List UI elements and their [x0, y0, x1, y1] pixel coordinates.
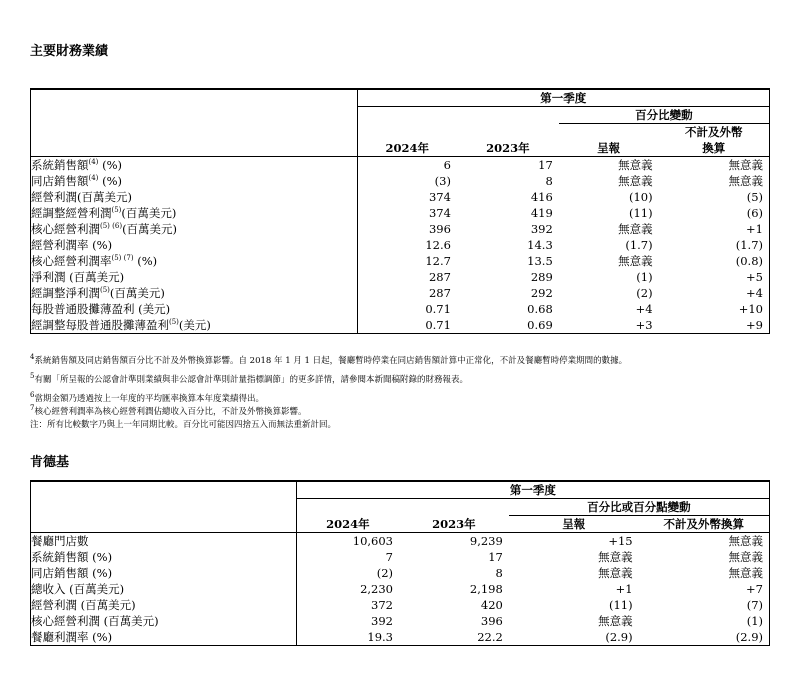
value-reported: 無意義	[618, 174, 653, 188]
value-2023: 9,239	[469, 534, 503, 548]
row-label: 同店銷售額 (%)	[31, 565, 297, 581]
table-row	[31, 565, 770, 581]
table-row	[31, 549, 770, 565]
header-2023: 2023年	[457, 140, 559, 157]
footnote: $^6$當期金額乃透過按上一年度的平均匯率換算本年度業績得出。	[30, 391, 264, 404]
table-row	[31, 301, 770, 317]
value-reported: +3	[559, 317, 659, 334]
value-fx: 無意義	[639, 549, 770, 565]
value-2023: 17	[488, 550, 503, 564]
table-row	[31, 285, 770, 301]
kfc-header-period: 第一季度	[296, 481, 769, 499]
row-label: 經營利潤 (百萬美元)	[31, 597, 297, 613]
table-row	[31, 189, 770, 205]
value-2024: 2,230	[296, 581, 399, 597]
value-reported: +4	[635, 302, 653, 316]
value-reported: (2)	[636, 286, 653, 300]
header-fx-line1: 不計及外幣	[659, 124, 770, 141]
value-2023: 416	[530, 190, 553, 204]
value-2023: 420	[480, 598, 503, 612]
value-reported: 無意義	[618, 222, 653, 236]
header-2024: 2024年	[357, 140, 457, 157]
value-reported: 無意義	[598, 614, 633, 628]
value-fx: +4	[659, 285, 770, 301]
value-2023: 419	[530, 206, 553, 220]
table-row	[31, 533, 770, 550]
value-2024: 10,603	[296, 533, 399, 550]
section-title-kfc: 肯德基	[30, 455, 70, 470]
header-pct-change: 百分比變動	[559, 107, 770, 124]
value-reported: (2.9)	[509, 629, 639, 646]
header-period: 第一季度	[357, 89, 769, 107]
row-label: 核心經營利潤 (百萬美元)	[31, 613, 297, 629]
value-fx: (6)	[659, 205, 770, 221]
value-2023: 22.2	[399, 629, 509, 646]
value-reported: (1.7)	[625, 238, 653, 252]
kfc-header-2023: 2023年	[399, 516, 509, 533]
value-fx: (1)	[639, 613, 770, 629]
row-label: 同店銷售額$^{(4)}$ (%)	[31, 173, 358, 189]
value-2023: 292	[530, 286, 553, 300]
value-2023: 0.69	[457, 317, 559, 334]
value-reported: 無意義	[598, 566, 633, 580]
footnote: $^7$核心經營利潤率為核心經營利潤佔總收入百分比，不計及外幣換算影響。	[30, 404, 307, 417]
table-row	[31, 253, 770, 269]
value-fx: 無意義	[659, 173, 770, 189]
value-reported: 無意義	[598, 550, 633, 564]
kfc-header-fx: 不計及外幣換算	[639, 516, 770, 533]
row-label: 總收入 (百萬美元)	[31, 581, 297, 597]
value-fx: 無意義	[639, 533, 770, 550]
value-fx: (1.7)	[659, 237, 770, 253]
footnote: 注：所有比較數字乃與上一年同期比較。百分比可能因四捨五入而無法重新計回。	[30, 420, 337, 430]
table-row	[31, 317, 770, 334]
value-2024: 374	[357, 205, 457, 221]
table-row	[31, 221, 770, 237]
table-row	[31, 581, 770, 597]
table-row	[31, 613, 770, 629]
table-row	[31, 269, 770, 285]
value-fx: +10	[659, 301, 770, 317]
table-row	[31, 629, 770, 646]
value-fx: +5	[659, 269, 770, 285]
value-fx: 無意義	[639, 565, 770, 581]
row-label: 核心經營利潤$^{(5) (6)}$(百萬美元)	[31, 221, 358, 237]
value-2024: 6	[357, 157, 457, 174]
value-2023: 13.5	[527, 254, 553, 268]
value-reported: 無意義	[618, 158, 653, 172]
value-2024: 392	[296, 613, 399, 629]
row-label: 經調整每股普通股攤薄盈利$^{(5)}$(美元)	[31, 317, 358, 334]
kfc-table	[30, 480, 770, 646]
value-2024: 12.6	[357, 237, 457, 253]
value-reported: (10)	[628, 190, 653, 204]
table-row	[31, 237, 770, 253]
value-reported: (11)	[628, 206, 653, 220]
kfc-header-reported: 呈報	[509, 516, 639, 533]
footnotes	[30, 355, 770, 432]
row-label: 經營利潤(百萬美元)	[31, 189, 358, 205]
value-2024: 396	[357, 221, 457, 237]
value-2023: 289	[530, 270, 553, 284]
value-2023: 14.3	[527, 238, 553, 252]
row-label: 經營利潤率 (%)	[31, 237, 358, 253]
value-fx: (5)	[659, 189, 770, 205]
value-fx: +9	[659, 317, 770, 334]
header-reported: 呈報	[559, 140, 659, 157]
row-label: 經調整經營利潤$^{(5)}$(百萬美元)	[31, 205, 358, 221]
header-fx-line2: 換算	[659, 140, 770, 157]
value-reported: (11)	[608, 598, 633, 612]
value-reported: (1)	[636, 270, 653, 284]
table-row	[31, 205, 770, 221]
value-2024: 7	[296, 549, 399, 565]
kfc-header-pct-change: 百分比或百分點變動	[509, 499, 770, 516]
value-fx: (0.8)	[659, 253, 770, 269]
value-reported: 無意義	[618, 254, 653, 268]
value-2024: (2)	[296, 565, 399, 581]
row-label: 每股普通股攤薄盈利 (美元)	[31, 301, 358, 317]
value-2024: 12.7	[357, 253, 457, 269]
value-2023: 396	[480, 614, 503, 628]
value-2023: 8	[545, 174, 553, 188]
key-results-table	[30, 88, 770, 334]
value-2023: 2,198	[469, 582, 503, 596]
value-2024: (3)	[357, 173, 457, 189]
row-label: 餐廳門店數	[31, 533, 297, 550]
row-label: 核心經營利潤率$^{(5) (7)}$ (%)	[31, 253, 358, 269]
value-fx: +7	[639, 581, 770, 597]
table-row	[31, 173, 770, 189]
value-2024: 372	[296, 597, 399, 613]
kfc-header-2024: 2024年	[296, 516, 399, 533]
value-fx: 無意義	[659, 157, 770, 174]
row-label: 餐廳利潤率 (%)	[31, 629, 297, 646]
value-reported: +1	[615, 582, 633, 596]
value-2024: 374	[357, 189, 457, 205]
row-label: 經調整淨利潤$^{(5)}$(百萬美元)	[31, 285, 358, 301]
value-2023: 8	[495, 566, 503, 580]
value-2024: 287	[357, 269, 457, 285]
value-fx: (7)	[639, 597, 770, 613]
footnote: $^4$系統銷售額及同店銷售額百分比不計及外幣換算影響。自 2018 年 1 月 1 日起，餐廳暫時停業在同店銷售額計算中正常化，不計及餐廳暫時停業期間的數據。	[30, 353, 628, 366]
row-label: 系統銷售額$^{(4)}$ (%)	[31, 157, 358, 174]
row-label: 系統銷售額 (%)	[31, 549, 297, 565]
value-2024: 287	[357, 285, 457, 301]
table-row	[31, 597, 770, 613]
value-fx: (2.9)	[639, 629, 770, 646]
value-2023: 0.68	[527, 302, 553, 316]
footnote: $^5$有關「所呈報的公認會計準則業績與非公認會計準則計量指標調節」的更多詳情，請參閱本新聞稿附錄的財務報表。	[30, 372, 468, 385]
value-2024: 19.3	[296, 629, 399, 646]
value-2023: 392	[530, 222, 553, 236]
value-fx: +1	[659, 221, 770, 237]
row-label: 淨利潤 (百萬美元)	[31, 269, 358, 285]
table-row	[31, 157, 770, 174]
value-2024: 0.71	[357, 317, 457, 334]
section-title-key-results: 主要財務業績	[30, 44, 109, 59]
value-2023: 17	[538, 158, 553, 172]
value-2024: 0.71	[357, 301, 457, 317]
value-reported: +15	[608, 534, 633, 548]
